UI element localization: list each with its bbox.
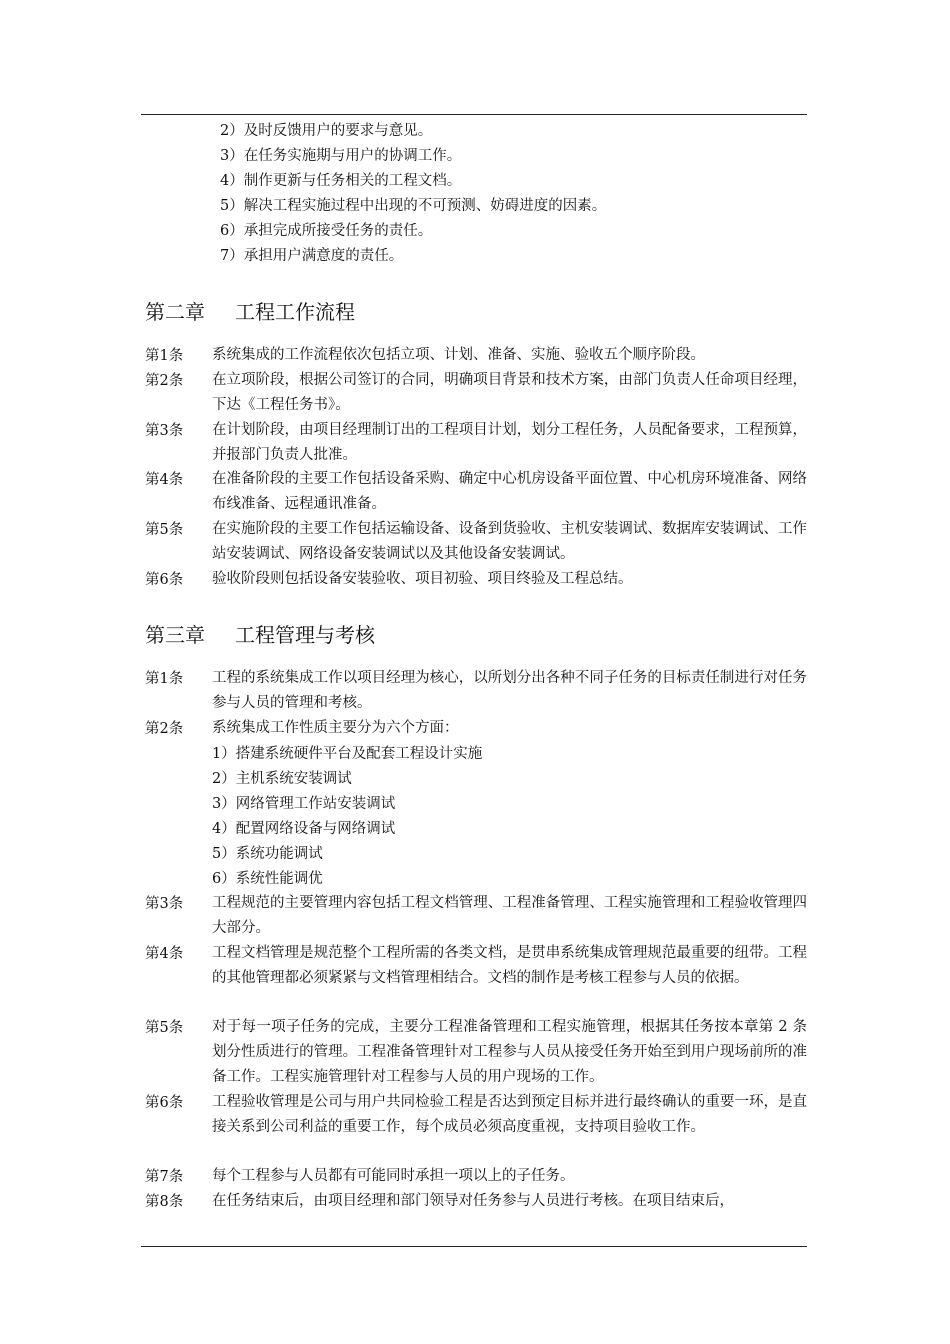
article-label: 第7条 <box>145 1169 184 1185</box>
sub-list-item: 2）主机系统安装调试 <box>212 771 352 787</box>
article-label: 第1条 <box>145 671 184 687</box>
sub-list-item: 5）系统功能调试 <box>212 846 323 862</box>
article-label: 第4条 <box>145 946 184 962</box>
header-rule <box>141 114 807 115</box>
article-text: 系统集成的工作流程依次包括立项、计划、准备、实施、验收五个顺序阶段。 <box>212 347 705 363</box>
article-label: 第4条 <box>145 472 184 488</box>
article-text: 系统集成工作性质主要分为六个方面： <box>212 720 459 736</box>
article-text: 在计划阶段，由项目经理制订出的工程项目计划，划分工程任务，人员配备要求，工程预算，并报部门负责人批准。 <box>212 422 807 463</box>
article-text: 工程的系统集成工作以项目经理为核心，以所划分出各种不同子任务的目标责任制进行对任务参与人员的管理和考核。 <box>212 670 807 711</box>
article-text: 验收阶段则包括设备安装验收、项目初验、项目终验及工程总结。 <box>212 571 633 587</box>
article-label: 第5条 <box>145 1020 184 1036</box>
intro-list-item: 6）承担完成所接受任务的责任。 <box>220 223 433 239</box>
article-text: 在立项阶段，根据公司签订的合同，明确项目背景和技术方案，由部门负责人任命项目经理，下达《工程任务书》。 <box>212 372 807 413</box>
article-text: 对于每一项子任务的完成，主要分工程准备管理和工程实施管理，根据其任务按本章第 2 条划分性质进行的管理。工程准备管理针对工程参与人员从接受任务开始至到用户现场前所的准备工作。工程实施管理针对工程参与人员的用户现场的工作。 <box>212 1019 807 1085</box>
intro-list-item: 7）承担用户满意度的责任。 <box>220 248 404 264</box>
sub-list-item: 3）网络管理工作站安装调试 <box>212 796 396 812</box>
article-label: 第3条 <box>145 423 184 439</box>
article-label: 第1条 <box>145 348 184 364</box>
article-label: 第2条 <box>145 721 184 737</box>
chapter-number: 第二章 <box>145 300 205 324</box>
chapter-3-heading <box>145 622 375 648</box>
article-label: 第3条 <box>145 896 184 912</box>
chapter-number: 第三章 <box>145 623 205 647</box>
chapter-title: 工程管理与考核 <box>235 623 375 647</box>
article-text: 每个工程参与人员都有可能同时承担一项以上的子任务。 <box>212 1168 575 1184</box>
chapter-2-heading <box>145 299 355 325</box>
article-text: 在准备阶段的主要工作包括设备采购、确定中心机房设备平面位置、中心机房环境准备、网络布线准备、远程通讯准备。 <box>212 471 807 512</box>
article-text: 工程规范的主要管理内容包括工程文档管理、工程准备管理、工程实施管理和工程验收管理四大部分。 <box>212 895 807 936</box>
intro-list-item: 3）在任务实施期与用户的协调工作。 <box>220 148 462 164</box>
article-text: 在任务结束后，由项目经理和部门领导对任务参与人员进行考核。在项目结束后， <box>212 1193 734 1209</box>
article-label: 第6条 <box>145 1095 184 1111</box>
sub-list-item: 4）配置网络设备与网络调试 <box>212 821 396 837</box>
article-label: 第6条 <box>145 572 184 588</box>
footer-rule <box>141 1246 807 1247</box>
intro-list-item: 2）及时反馈用户的要求与意见。 <box>220 123 433 139</box>
chapter-title: 工程工作流程 <box>235 300 355 324</box>
sub-list-item: 1）搭建系统硬件平台及配套工程设计实施 <box>212 746 483 762</box>
intro-list-item: 4）制作更新与任务相关的工程文档。 <box>220 173 462 189</box>
article-label: 第5条 <box>145 522 184 538</box>
article-text: 在实施阶段的主要工作包括运输设备、设备到货验收、主机安装调试、数据库安装调试、工作站安装调试、网络设备安装调试以及其他设备安装调试。 <box>212 521 807 562</box>
article-text: 工程验收管理是公司与用户共同检验工程是否达到预定目标并进行最终确认的重要一环，是直接关系到公司利益的重要工作，每个成员必须高度重视，支持项目验收工作。 <box>212 1094 807 1135</box>
sub-list-item: 6）系统性能调优 <box>212 871 323 887</box>
article-label: 第2条 <box>145 373 184 389</box>
intro-list-item: 5）解决工程实施过程中出现的不可预测、妨碍进度的因素。 <box>220 198 607 214</box>
article-label: 第8条 <box>145 1194 184 1210</box>
article-text: 工程文档管理是规范整个工程所需的各类文档，是贯串系统集成管理规范最重要的纽带。工程的其他管理都必须紧紧与文档管理相结合。文档的制作是考核工程参与人员的依据。 <box>212 945 807 986</box>
